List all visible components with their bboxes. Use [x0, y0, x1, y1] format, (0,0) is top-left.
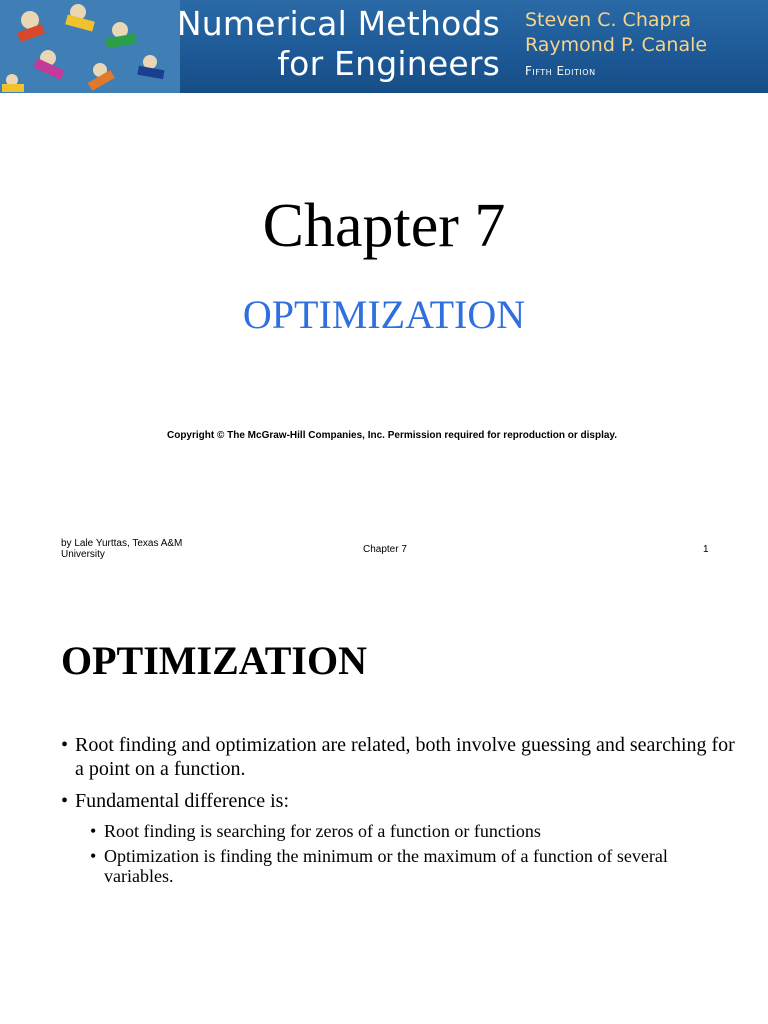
bullet-item	[61, 733, 741, 781]
book-title	[170, 4, 500, 84]
slide-footer	[0, 537, 768, 567]
bullet-list	[61, 733, 741, 891]
sub-bullet-dot-icon: •	[90, 821, 97, 841]
author-1: Steven C. Chapra	[525, 9, 692, 31]
chapter-subtitle: OPTIMIZATION	[242, 292, 526, 337]
bullet-text: Root finding and optimization are related, both involve guessing and searching for a point on a function.	[75, 734, 735, 780]
author-2: Raymond P. Canale	[525, 34, 708, 56]
bullet-text: Fundamental difference is:	[75, 790, 290, 812]
copyright-notice: Copyright © The McGraw-Hill Companies, Inc. Permission required for reproduction or display.	[166, 430, 618, 441]
chapter-title: Chapter 7	[262, 192, 506, 260]
bullet-dot-icon: •	[61, 790, 69, 812]
footer-page-number: 1	[703, 544, 709, 555]
book-authors	[525, 8, 707, 58]
sub-bullet-text: Root finding is searching for zeros of a function or functions	[104, 821, 541, 841]
book-edition: Fifth Edition	[525, 64, 596, 78]
bullet-item	[61, 789, 741, 813]
footer-author: by Lale Yurttas, Texas A&M University	[61, 538, 183, 560]
bullet-dot-icon: •	[61, 734, 69, 756]
footer-chapter: Chapter 7	[363, 544, 407, 555]
sub-bullet-item	[90, 821, 741, 841]
skydivers-illustration	[0, 0, 180, 93]
sub-bullet-text: Optimization is finding the minimum or the maximum of a function of several variables.	[104, 846, 668, 886]
slide-heading: OPTIMIZATION	[61, 638, 367, 683]
sub-bullet-dot-icon: •	[90, 846, 97, 866]
book-title-line2: for Engineers	[277, 44, 500, 83]
book-banner	[0, 0, 768, 93]
book-title-line1: Numerical Methods	[176, 4, 500, 43]
sub-bullet-item	[90, 846, 741, 886]
sub-bullet-list	[90, 821, 741, 886]
